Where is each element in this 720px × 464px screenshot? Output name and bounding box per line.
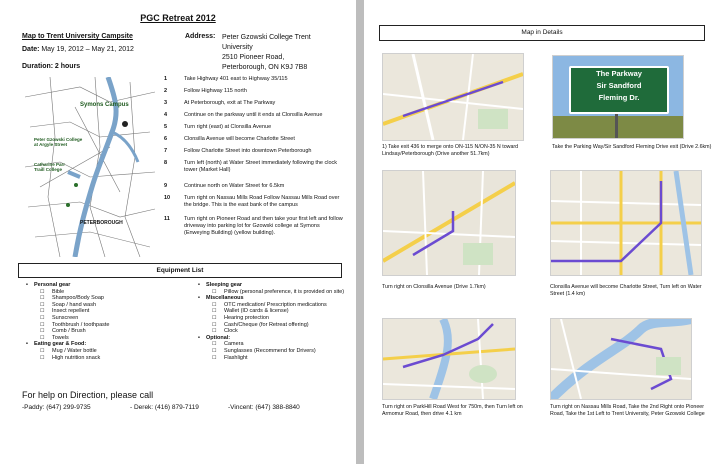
address-line: Peterborough, ON K9J 7B8 bbox=[222, 64, 308, 71]
map-details-header: Map in Details bbox=[379, 25, 705, 41]
equipment-group-heading: • Sleeping gear bbox=[198, 282, 348, 289]
route-map-1 bbox=[382, 53, 524, 141]
duration-label: Duration: bbox=[22, 63, 54, 70]
equipment-item: ☐ Camera bbox=[198, 341, 348, 348]
equipment-item: ☐ Mug / Water bottle bbox=[26, 348, 186, 355]
equipment-item: ☐ Pillow (personal preference, it is provided on site) bbox=[198, 289, 348, 296]
equipment-group-heading: • Eating gear & Food: bbox=[26, 341, 186, 348]
equipment-group-heading: • Personal gear bbox=[26, 282, 186, 289]
equipment-item: ☐ High nutrition snack bbox=[26, 355, 186, 362]
document-page-1 bbox=[0, 0, 356, 464]
equipment-item: ☐ Flashlight bbox=[198, 355, 348, 362]
direction-step: 3 At Peterborough, exit at The Parkway bbox=[164, 100, 276, 106]
equipment-item: ☐ Sunscreen bbox=[26, 315, 186, 322]
duration-value: 2 hours bbox=[54, 63, 81, 70]
equipment-item: ☐ Bible bbox=[26, 289, 186, 296]
route-map-4-drawing bbox=[551, 171, 701, 275]
parkway-sign bbox=[569, 66, 669, 114]
route-caption-2: Take the Parking Way/Sir Sandford Fleming Drive exit (Drive 2.6km) bbox=[552, 144, 712, 150]
address-line: University bbox=[222, 44, 253, 51]
contact-derek: - Derek: (416) 879-7119 bbox=[130, 404, 199, 411]
direction-step: 7 Follow Charlotte Street into downtown Peterborough bbox=[164, 148, 312, 154]
address-line: Peter Gzowski College Trent bbox=[222, 34, 311, 41]
direction-step: 10 Turn right on Nassau Mills Road Follow Nassau Mills Road over the bridge. This is the east bank of the campus bbox=[164, 195, 340, 208]
parkway-sign-photo bbox=[552, 55, 684, 139]
campus-map bbox=[20, 77, 160, 257]
map-label-peterborough: PETERBOROUGH bbox=[80, 220, 123, 226]
equipment-item: ☐ Sunglasses (Recommend for Drivers) bbox=[198, 348, 348, 355]
address-label: Address: bbox=[185, 33, 216, 40]
equipment-item: ☐ Hearing protection bbox=[198, 315, 348, 322]
direction-step: 2 Follow Highway 115 north bbox=[164, 88, 247, 94]
equipment-item: ☐ OTC medication/ Prescription medications bbox=[198, 302, 348, 309]
route-map-5 bbox=[382, 318, 516, 400]
direction-step: 1 Take Highway 401 east to Highway 35/115 bbox=[164, 76, 288, 82]
route-map-6-drawing bbox=[551, 319, 691, 399]
route-map-4 bbox=[550, 170, 702, 276]
equipment-right-column bbox=[198, 282, 348, 361]
equipment-item: ☐ Soap / hand wash bbox=[26, 302, 186, 309]
route-caption-5: Turn right on ParkHill Road West for 750m, then Turn left on Armomur Road, then drive 4.1 km bbox=[382, 404, 523, 417]
route-map-6 bbox=[550, 318, 692, 400]
address-block bbox=[222, 33, 311, 73]
equipment-item: ☐ Wallet (ID cards & license) bbox=[198, 308, 348, 315]
map-label-catharine: Catharine Parr Traill College bbox=[34, 162, 66, 172]
contact-vincent: -Vincent: (647) 388-8840 bbox=[228, 404, 300, 411]
direction-step: 11 Turn right on Pioneer Road and then take your first left and follow driveway into parking lot for Gzowski college at Symons (Enweying Building) (yellow building). bbox=[164, 216, 343, 236]
direction-step: 4 Continue on the parkway until it ends at Clonsilla Avenue bbox=[164, 112, 323, 118]
equipment-item: ☐ Shampoo/Body Soap bbox=[26, 295, 186, 302]
retreat-title: PGC Retreat 2012 bbox=[140, 13, 216, 23]
route-map-3-drawing bbox=[383, 171, 515, 275]
equipment-item: ☐ Insect repellent bbox=[26, 308, 186, 315]
date-value: May 19, 2012 – May 21, 2012 bbox=[41, 46, 134, 53]
grass-strip bbox=[553, 116, 683, 138]
equipment-list-header: Equipment List bbox=[18, 263, 342, 278]
address-line: 2510 Pioneer Road, bbox=[222, 54, 285, 61]
route-caption-1: 1) Take exit 436 to merge onto ON-115 N/ON-35 N toward Lindsay/Peterborough (Drive another 51.7km) bbox=[382, 144, 519, 157]
route-map-3 bbox=[382, 170, 516, 276]
equipment-item: ☐ Towels bbox=[26, 335, 186, 342]
map-label-symons: Symons Campus bbox=[80, 102, 129, 108]
contact-paddy: -Paddy: (647) 299-9735 bbox=[22, 404, 91, 411]
route-caption-4: Clonsilla Avenue will become Charlotte Street, Turn left on Water Street (1.4 km) bbox=[550, 284, 702, 297]
equipment-item: ☐ Clock bbox=[198, 328, 348, 335]
equipment-group-heading: • Optional: bbox=[198, 335, 348, 342]
route-caption-3: Turn right on Clonsilla Avenue (Drive 1.7km) bbox=[382, 284, 486, 290]
sign-line: Sir Sandford bbox=[596, 81, 642, 90]
route-map-1-drawing bbox=[383, 54, 523, 140]
equipment-item: ☐ Comb / Brush bbox=[26, 328, 186, 335]
equipment-group-heading: • Miscellaneous bbox=[198, 295, 348, 302]
route-map-5-drawing bbox=[383, 319, 515, 399]
direction-step: 6 Clonsilla Avenue will become Charlotte Street bbox=[164, 136, 295, 142]
map-label-gzowski: Peter Gzowski College at Argyle Street bbox=[34, 137, 83, 147]
direction-step: 9 Continue north on Water Street for 6.5km bbox=[164, 183, 285, 189]
equipment-item: ☐ Toothbrush / toothpaste bbox=[26, 322, 186, 329]
equipment-item: ☐ Cash/Cheque (for Retreat offering) bbox=[198, 322, 348, 329]
map-heading: Map to Trent University Campsite bbox=[22, 33, 133, 40]
sign-line: Fleming Dr. bbox=[598, 93, 640, 102]
help-title: For help on Direction, please call bbox=[22, 390, 154, 400]
route-caption-6: Turn right on Nassau Mills Road, Take the 2nd Right onto Pioneer Road, Take the 1st Left to Trent University, Peter Gzowski College bbox=[550, 404, 705, 417]
date-label: Date: bbox=[22, 46, 40, 53]
direction-step: 8 Turn left (north) at Water Street immediately following the clock tower (Market Hall) bbox=[164, 160, 338, 173]
sign-line: The Parkway bbox=[596, 69, 642, 78]
document-page-2 bbox=[364, 0, 720, 464]
equipment-left-column bbox=[26, 282, 186, 361]
direction-step: 5 Turn right (east) at Clonsilla Avenue bbox=[164, 124, 272, 130]
